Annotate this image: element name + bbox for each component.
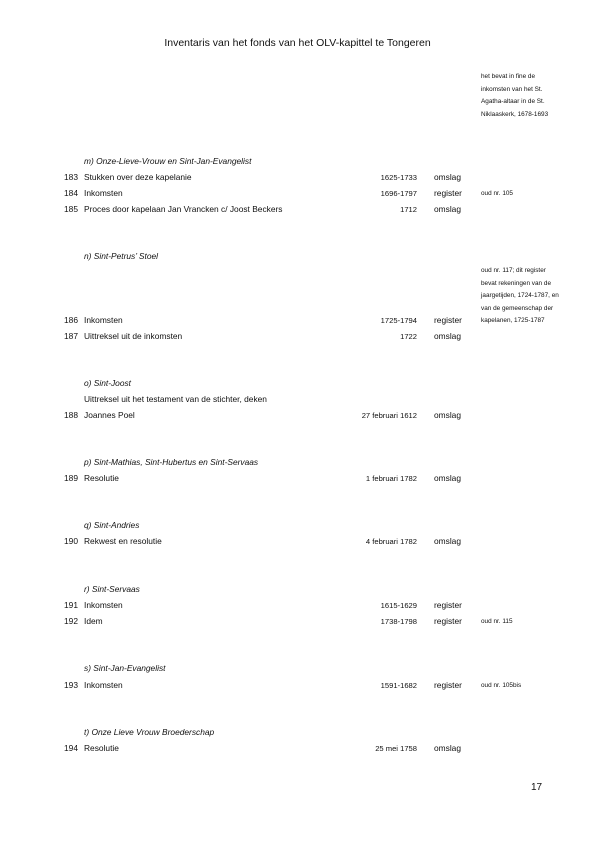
item-description: Inkomsten: [84, 315, 123, 325]
item-description: Inkomsten: [84, 600, 123, 610]
section-heading: m) Onze-Lieve-Vrouw en Sint-Jan-Evangelist: [84, 156, 252, 166]
item-date: 1725-1794: [380, 316, 417, 325]
item-number: 192: [64, 616, 78, 626]
inventory-row: [0, 410, 595, 422]
inventory-row: [0, 680, 595, 692]
inventory-row: [0, 600, 595, 612]
item-number: 190: [64, 536, 78, 546]
item-note: oud nr. 105: [481, 190, 513, 197]
top-note-line: Niklaaskerk, 1678-1693: [481, 110, 549, 118]
inventory-row: [0, 204, 595, 216]
top-note-line: inkomsten van het St.: [481, 85, 543, 93]
item-number: 186: [64, 315, 78, 325]
page-title: Inventaris van het fonds van het OLV-kapittel te Tongeren: [164, 37, 431, 49]
item-description: Resolutie: [84, 473, 119, 483]
inventory-row: [0, 743, 595, 755]
item-type: omslag: [434, 743, 461, 753]
item-date: 1696-1797: [380, 189, 417, 198]
top-note-line: het bevat in fine de: [481, 73, 536, 80]
item-date: 25 mei 1758: [375, 744, 417, 753]
inventory-row: [0, 172, 595, 184]
item-description: Inkomsten: [84, 680, 123, 690]
item-number: 183: [64, 172, 78, 182]
item-date: 4 februari 1782: [365, 537, 417, 546]
inventory-row: [0, 331, 595, 343]
section-note-line: kapelanen, 1725-1787: [481, 317, 545, 325]
section-heading: t) Onze Lieve Vrouw Broederschap: [84, 727, 215, 737]
inventory-row: [0, 536, 595, 548]
item-date: 1738-1798: [380, 617, 417, 626]
item-description: Idem: [84, 616, 103, 626]
item-type: register: [434, 616, 462, 626]
item-type: omslag: [434, 473, 461, 483]
item-date: 1615-1629: [380, 601, 417, 610]
item-type: omslag: [434, 536, 461, 546]
page-number: 17: [531, 782, 543, 793]
inventory-row: [0, 473, 595, 485]
item-date: 1 februari 1782: [365, 474, 417, 483]
item-number: 184: [64, 188, 78, 198]
item-type: register: [434, 600, 462, 610]
top-note: [481, 71, 573, 121]
item-date: 1722: [400, 332, 417, 341]
section-note-line: jaargetijden, 1724-1787, en: [481, 292, 559, 300]
item-type: register: [434, 680, 462, 690]
item-description: Resolutie: [84, 743, 119, 753]
item-note: oud nr. 115: [481, 618, 513, 625]
section-heading: p) Sint-Mathias, Sint-Hubertus en Sint-Servaas: [84, 457, 259, 467]
item-type: register: [434, 315, 462, 325]
item-type: omslag: [434, 331, 461, 341]
item-type: register: [434, 188, 462, 198]
top-note-line: Agatha-altaar in de St.: [481, 98, 545, 106]
item-description: Stukken over deze kapelanie: [84, 172, 192, 182]
item-description: Joannes Poel: [84, 410, 135, 420]
item-number: 189: [64, 473, 78, 483]
section-heading: r) Sint-Servaas: [84, 584, 140, 594]
section-note-line: van de gemeenschap der: [481, 304, 554, 312]
item-description: Rekwest en resolutie: [84, 536, 162, 546]
item-note: oud nr. 105bis: [481, 682, 522, 689]
inventory-row: [0, 188, 595, 200]
inventory-row: [0, 315, 595, 327]
item-number: 188: [64, 410, 78, 420]
section-heading: n) Sint-Petrus’ Stoel: [84, 251, 159, 261]
item-type: omslag: [434, 172, 461, 182]
inventory-row: [0, 616, 595, 628]
item-description: Uittreksel uit de inkomsten: [84, 331, 183, 341]
item-date: 27 februari 1612: [361, 411, 417, 420]
item-type: omslag: [434, 410, 461, 420]
item-date: 1712: [400, 205, 417, 214]
item-date: 1625-1733: [380, 173, 417, 182]
item-type: omslag: [434, 204, 461, 214]
section-note-line: bevat rekeningen van de: [481, 279, 551, 287]
item-description-line: Uittreksel uit het testament van de stichter, deken: [84, 394, 267, 404]
item-number: 191: [64, 600, 78, 610]
item-number: 185: [64, 204, 78, 214]
item-description: Inkomsten: [84, 188, 123, 198]
section-heading: q) Sint-Andries: [84, 520, 140, 530]
section-heading: o) Sint-Joost: [84, 378, 132, 388]
section-note-line: oud nr. 117; dit register: [481, 267, 546, 274]
item-number: 194: [64, 743, 78, 753]
item-date: 1591-1682: [380, 681, 417, 690]
item-number: 187: [64, 331, 78, 341]
section-heading: s) Sint-Jan-Evangelist: [84, 663, 166, 673]
item-number: 193: [64, 680, 78, 690]
item-description: Proces door kapelaan Jan Vrancken c/ Joost Beckers: [84, 204, 283, 214]
